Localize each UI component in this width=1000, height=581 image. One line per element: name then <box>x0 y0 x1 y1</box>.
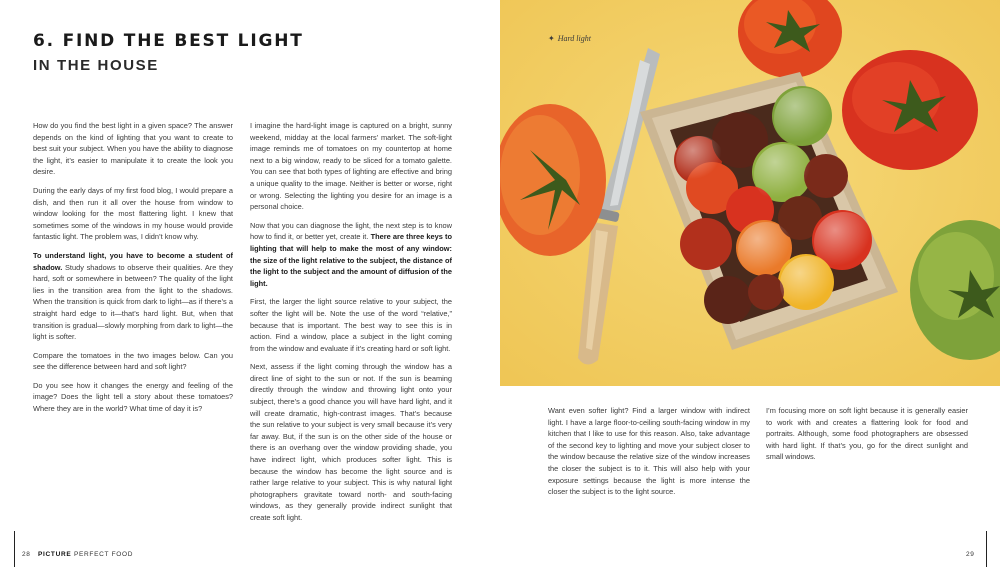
bold-emphasis: There are three keys to lighting that will help to make the most of any window: the size of the light relative to the subject, the distance of the light to the subject and the amount of diffusion of the light. <box>250 232 452 288</box>
paragraph: Want even softer light? Find a larger window with indirect light. I have a large floor-to-ceiling south-facing window in my kitchen that I like to use for this reason. Also, take advantage of the second key to lighting and move your subject closer to the window because the relative size of the window increases the closer the subject is to it. This will also help with your exposure settings because the light is more intense the closer the subject is to the light source. <box>548 406 750 497</box>
paragraph: I’m focusing more on soft light because it is generally easier to work with and creates a flattering look for food and portraits. Although, some food photographers are obsessed with hard light. If that’s you, go for the direct sunlight and small windows. <box>766 406 968 462</box>
paragraph: How do you find the best light in a given space? The answer depends on the kind of lighting that you want to create to best suit your subject. When you have the ability to diagnose the light, it’s easier to manipulate it to create the look you desire. <box>33 121 233 177</box>
tomato-photo-illustration <box>500 0 1000 386</box>
page-number-left: 28 <box>22 551 31 558</box>
paragraph <box>33 250 233 343</box>
paragraph: Compare the tomatoes in the two images below. Can you see the difference between hard and soft light? <box>33 350 233 372</box>
text-column-4 <box>766 405 968 470</box>
photo-caption <box>548 34 591 43</box>
caption-text: Hard light <box>557 34 591 43</box>
paragraph <box>250 220 452 290</box>
text-column-1 <box>33 120 233 422</box>
paragraph: I imagine the hard-light image is captured on a bright, sunny weekend, midday at the local farmers’ market. The soft-light image reminds me of tomatoes on my countertop at home next to a big window, ready to be sliced for a tomato galette. You can see that both types of lighting are effective and bring a unique quality to the image. Neither is better or worse, right or wrong. Selecting the lighting you desire for an image is a personal choice. <box>250 121 452 212</box>
page-number-right: 29 <box>966 551 975 558</box>
paragraph: First, the larger the light source relative to your subject, the softer the light will be. Note the use of the word “relative,” because that is important. The best way to see this is in action. Find a window, place a subject in the light coming from the window and evaluate if it’s creating hard or soft light. <box>250 297 452 353</box>
paragraph: Next, assess if the light coming through the window has a direct line of sight to the sun or not. If the sun is beaming directly through the window and throwing light onto your subject, there’s a good chance you will have hard light, and it will create dramatic, high-contrast images. That’s because the sun relative to your subject is very small because it’s very far away. But, if the sun is on the other side of the house or there is an overhang over the window providing shade, you have indirect light, which produces softer light. This is because the window has become the light source and is rather large relative to your subject. This is why natural light photographers gravitate toward north- and south-facing windows, as they generally provide indirect sunlight that create soft light. <box>250 362 452 522</box>
paragraph-text: Now that you can diagnose the light, the next step is to know how to find it, or better yet, create it. <box>250 220 452 242</box>
running-head <box>38 551 133 558</box>
book-title-bold: PICTURE <box>38 551 72 558</box>
tomato-photo <box>500 0 1000 386</box>
paragraph-text: Study shadows to observe their qualities. Are they hard, soft or somewhere in between? The quality of the light lies in the transition area from the light to the shadows. When the transition is quick from dark to light—as if there’s a straight hard edge to it—that’s hard light. But, when that transition is gradual—slowly morphing from dark to light—the light is softer. <box>33 262 233 342</box>
paragraph: During the early days of my first food blog, I would prepare a dish, and then run it all over the house from window to window looking for the most flattering light. I knew that sometimes some of the windows in my house would provide fantastic light. The problem was, I didn’t know why. <box>33 185 233 242</box>
text-column-3 <box>548 405 750 505</box>
page-title: 6. FIND THE BEST LIGHT <box>33 31 304 51</box>
text-column-2 <box>250 120 452 531</box>
right-page <box>500 0 1000 581</box>
footer-rule-left <box>14 531 15 567</box>
paragraph: Do you see how it changes the energy and feeling of the image? Does the light tell a story about these tomatoes? Where they are in the world? What time of day it is? <box>33 380 233 414</box>
tomato-right <box>842 50 978 170</box>
bold-lead: To understand light, you have to become a student of shadow. <box>33 250 233 272</box>
page-subtitle: IN THE HOUSE <box>33 57 159 74</box>
book-title-rest: PERFECT FOOD <box>71 551 134 558</box>
caption-star-icon: ✦ <box>548 34 555 43</box>
footer-rule-right <box>986 531 987 567</box>
